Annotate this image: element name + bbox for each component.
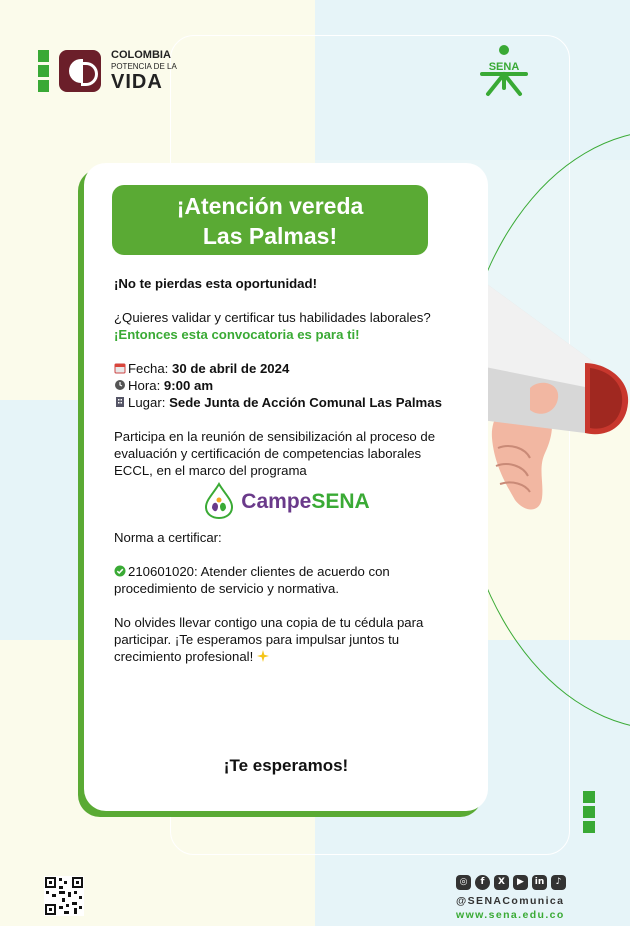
green-bars-icon bbox=[38, 50, 49, 92]
linkedin-icon[interactable]: in bbox=[532, 875, 547, 890]
gov-logo-line1: COLOMBIA bbox=[111, 49, 171, 61]
title-line2: Las Palmas! bbox=[202, 223, 338, 249]
participa-paragraph: Participa en la reunión de sensibilización al proceso de evaluación y certificación de competencias laborales ECCL, en el marco del programa bbox=[114, 429, 436, 478]
instagram-icon[interactable]: ◎ bbox=[456, 875, 471, 890]
place-label: Lugar: bbox=[128, 395, 170, 410]
check-icon bbox=[114, 565, 126, 577]
colombia-mark-icon bbox=[59, 50, 101, 92]
reminder-paragraph bbox=[114, 614, 459, 665]
title-line1: ¡Atención vereda bbox=[176, 193, 364, 219]
card-content bbox=[114, 275, 459, 665]
place-row bbox=[114, 394, 459, 411]
social-handle[interactable]: @SENAComunica bbox=[456, 895, 565, 907]
sena-logo-text: SENA bbox=[488, 61, 520, 73]
website-link[interactable]: www.sena.edu.co bbox=[456, 909, 565, 921]
campesena-part2: SENA bbox=[311, 489, 370, 513]
date-label: Fecha: bbox=[128, 361, 172, 376]
question-paragraph bbox=[114, 309, 459, 343]
time-label: Hora: bbox=[128, 378, 164, 393]
norma-item bbox=[114, 563, 459, 597]
youtube-icon[interactable]: ▶ bbox=[513, 875, 528, 890]
sena-logo bbox=[478, 44, 530, 98]
calendar-icon bbox=[114, 362, 126, 374]
title-banner bbox=[112, 185, 428, 255]
announcement-card bbox=[84, 163, 488, 811]
closing-text: ¡Te esperamos! bbox=[223, 756, 349, 775]
question-plain: ¿Quieres validar y certificar tus habilidades laborales? bbox=[114, 310, 431, 325]
date-row bbox=[114, 360, 459, 377]
time-value: 9:00 am bbox=[163, 378, 214, 393]
colombia-potencia-logo bbox=[38, 50, 177, 92]
reminder-text: No olvides llevar contigo una copia de tu cédula para participar. ¡Te esperamos para impulsar juntos tu crecimiento profesional! bbox=[114, 615, 424, 664]
campesena-wordmark bbox=[241, 489, 370, 513]
clock-icon bbox=[114, 379, 126, 391]
time-row bbox=[114, 377, 459, 394]
building-icon bbox=[114, 396, 126, 408]
sparkle-icon bbox=[257, 650, 269, 662]
gov-logo-line2: POTENCIA DE LA bbox=[111, 62, 177, 71]
tiktok-icon[interactable]: ♪ bbox=[551, 875, 566, 890]
campesena-drop-icon bbox=[203, 482, 235, 520]
facebook-icon[interactable]: f bbox=[475, 875, 490, 890]
qr-code-icon[interactable] bbox=[44, 876, 84, 916]
date-value: 30 de abril de 2024 bbox=[171, 361, 290, 376]
campesena-part1: Campe bbox=[241, 489, 312, 513]
social-icons bbox=[456, 875, 566, 890]
question-highlight: ¡Entonces esta convocatoria es para ti! bbox=[114, 327, 360, 342]
campesena-logo bbox=[114, 481, 459, 521]
gov-logo-line3: VIDA bbox=[111, 71, 163, 93]
norma-label: Norma a certificar: bbox=[114, 530, 222, 545]
x-icon[interactable]: X bbox=[494, 875, 509, 890]
green-bars-icon bbox=[583, 791, 595, 833]
place-value: Sede Junta de Acción Comunal Las Palmas bbox=[169, 395, 442, 410]
norma-item-text: 210601020: Atender clientes de acuerdo con procedimiento de servicio y normativa. bbox=[114, 564, 390, 596]
intro-text: ¡No te pierdas esta oportunidad! bbox=[114, 276, 317, 291]
